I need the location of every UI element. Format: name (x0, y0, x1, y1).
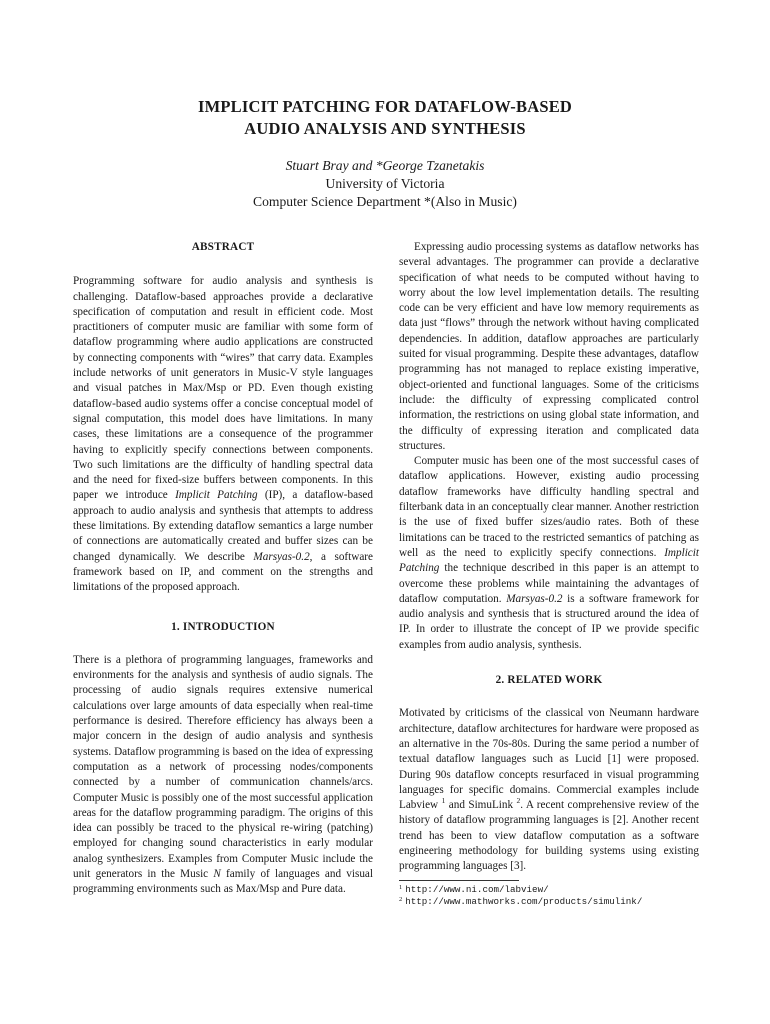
author-block (0, 157, 770, 212)
title-line-2: AUDIO ANALYSIS AND SYNTHESIS (244, 119, 526, 138)
abstract-text-ip: Implicit Patching (175, 489, 258, 502)
abstract-text-3: , a software framework based on IP, and comment on the strengths and limitations of the proposed approach. (73, 550, 373, 594)
footnote-1-url[interactable]: http://www.ni.com/labview/ (405, 883, 549, 895)
left-column (73, 240, 373, 898)
intro-text-1: There is a plethora of programming languages, frameworks and environments for the analysis and synthesis of audio signals. The processing of audio signals requires extensive numerical calculations over large amounts of data especially when real-time performance is desired. Therefore efficiency has always been a major concern in the design of audio analysis and synthesis systems. Dataflow programming is based on the idea of expressing computation as a network of processing nodes/components connected by a number of communication channels/arcs. Computer Music is possibly one of the most successful application areas for the dataflow programming paradigm. The origins of this idea can possibly be traced to the physical re-wiring (patching) employed for changing sound characteristics in early modular analog synthesizers. Examples from Computer Music include the unit generators in the Music (73, 653, 373, 880)
intro-p3-text-1: Computer music has been one of the most successful cases of dataflow applications. However, existing audio processing dataflow frameworks have difficulty handling spectral and filterbank data in an conceptually clear manner. Another restriction is the use of fixed buffer sizes/audio rates. Both of these limitations can be traced to the restricted semantics of patching as well as the need to explicitly specify connections. (399, 455, 699, 559)
footnote-marker-2[interactable]: 2 (516, 796, 521, 806)
intro-text-n: N (213, 867, 221, 880)
footnote-2 (399, 896, 699, 908)
paper-title (0, 96, 770, 140)
abstract-text-1: Programming software for audio analysis and synthesis is challenging. Dataflow-based approaches provide a declarative specification of computation and result in efficient code. Most practitioners of computer music are familiar with some form of dataflow programming where audio applications are constructed by connecting components with “wires” that carry data. Examples include networks of unit generators in Music-V style languages and visual patches in Max/Msp or PD. Even though existing dataflow-based audio systems offer a concise conceptual model of signal computation, this model does have limitations. In many cases, these limitations are a consequence of the programmer having to explicitly specify connections between components. Two such limitations are the difficulty of handling spectral data and the need for fixed-size buffers between components. In this paper we introduce (73, 275, 373, 502)
intro-paragraph-1 (73, 653, 373, 898)
intro-text-2: family of languages and visual programming environments such as Max/Msp and Pure data. (73, 867, 373, 896)
footnote-2-url[interactable]: http://www.mathworks.com/products/simulink/ (405, 895, 643, 907)
footnote-1-mark: 1 (399, 883, 403, 891)
related-text-1: Motivated by criticisms of the classical von Neumann hardware architecture, dataflow architectures for hardware were proposed as an alternative in the 70s-80s. During the same period a number of textual dataflow languages such as Lucid [1] were proposed. During 90s dataflow concepts resurfaced in visual programming languages for specific domains. Commercial examples include Labview (399, 707, 699, 812)
related-text-2: and SimuLink (445, 799, 517, 812)
footnote-1 (399, 884, 699, 896)
author-affiliation: University of Victoria (325, 176, 445, 192)
intro-p3-text-2: the technique described in this paper is an attempt to overcome these problems while maintaining the advantages of dataflow computation. (399, 562, 699, 605)
abstract-paragraph (73, 274, 373, 595)
related-work-paragraph (399, 706, 699, 874)
title-line-1: IMPLICIT PATCHING FOR DATAFLOW-BASED (197, 97, 573, 116)
intro-paragraph-2: Expressing audio processing systems as dataflow networks has several advantages. The programmer can provide a declarative specification of what needs to be computed without having to worry about the low level implementation details. The resulting code can be very efficient and have low memory requirements as data just “flows” through the network without having complicated dependencies. In addition, dataflow approaches are particularly suited for visual programming. Despite these advantages, dataflow programming has not managed to replace existing imperative, object-oriented and functional languages. Some of the criticisms include: the difficulty of expressing complicated control information, the restrictions on using global state information, and the difficulty of expressing iteration and complicated data structures. (399, 241, 699, 452)
footnote-marker-1[interactable]: 1 (441, 796, 446, 806)
intro-p3-text-ip: Implicit Patching (399, 546, 699, 575)
author-department: Computer Science Department *(Also in Music) (253, 194, 517, 210)
abstract-text-marsyas: Marsyas-0.2 (253, 550, 310, 563)
abstract-heading: ABSTRACT (191, 241, 255, 253)
introduction-heading: 1. INTRODUCTION (171, 620, 275, 633)
author-names: Stuart Bray and *George Tzanetakis (285, 158, 485, 173)
related-text-3: . A recent comprehensive review of the history of dataflow programming languages is [2]. Another recent trend has been to view dataflow computation as a software engineering methodology for building systems using existing programming languages [3]. (399, 799, 699, 873)
related-work-heading: 2. RELATED WORK (495, 674, 603, 687)
intro-p3-text-3: is a software framework for audio analysis and synthesis that is structured around the idea of IP. In order to illustrate the concept of IP we provide specific examples from audio analysis, synthesis. (399, 592, 699, 651)
abstract-text-2: (IP), a dataflow-based approach to audio analysis and synthesis that attempts to address these limitations. By extending dataflow semantics a large number of connections are automatically created and buffer sizes can be changed dynamically. We describe (73, 489, 373, 563)
right-column (399, 240, 699, 908)
footnote-divider (399, 880, 519, 881)
footnote-2-mark: 2 (399, 895, 403, 903)
intro-paragraph-3 (399, 454, 699, 653)
intro-p3-text-marsyas: Marsyas-0.2 (506, 592, 563, 605)
